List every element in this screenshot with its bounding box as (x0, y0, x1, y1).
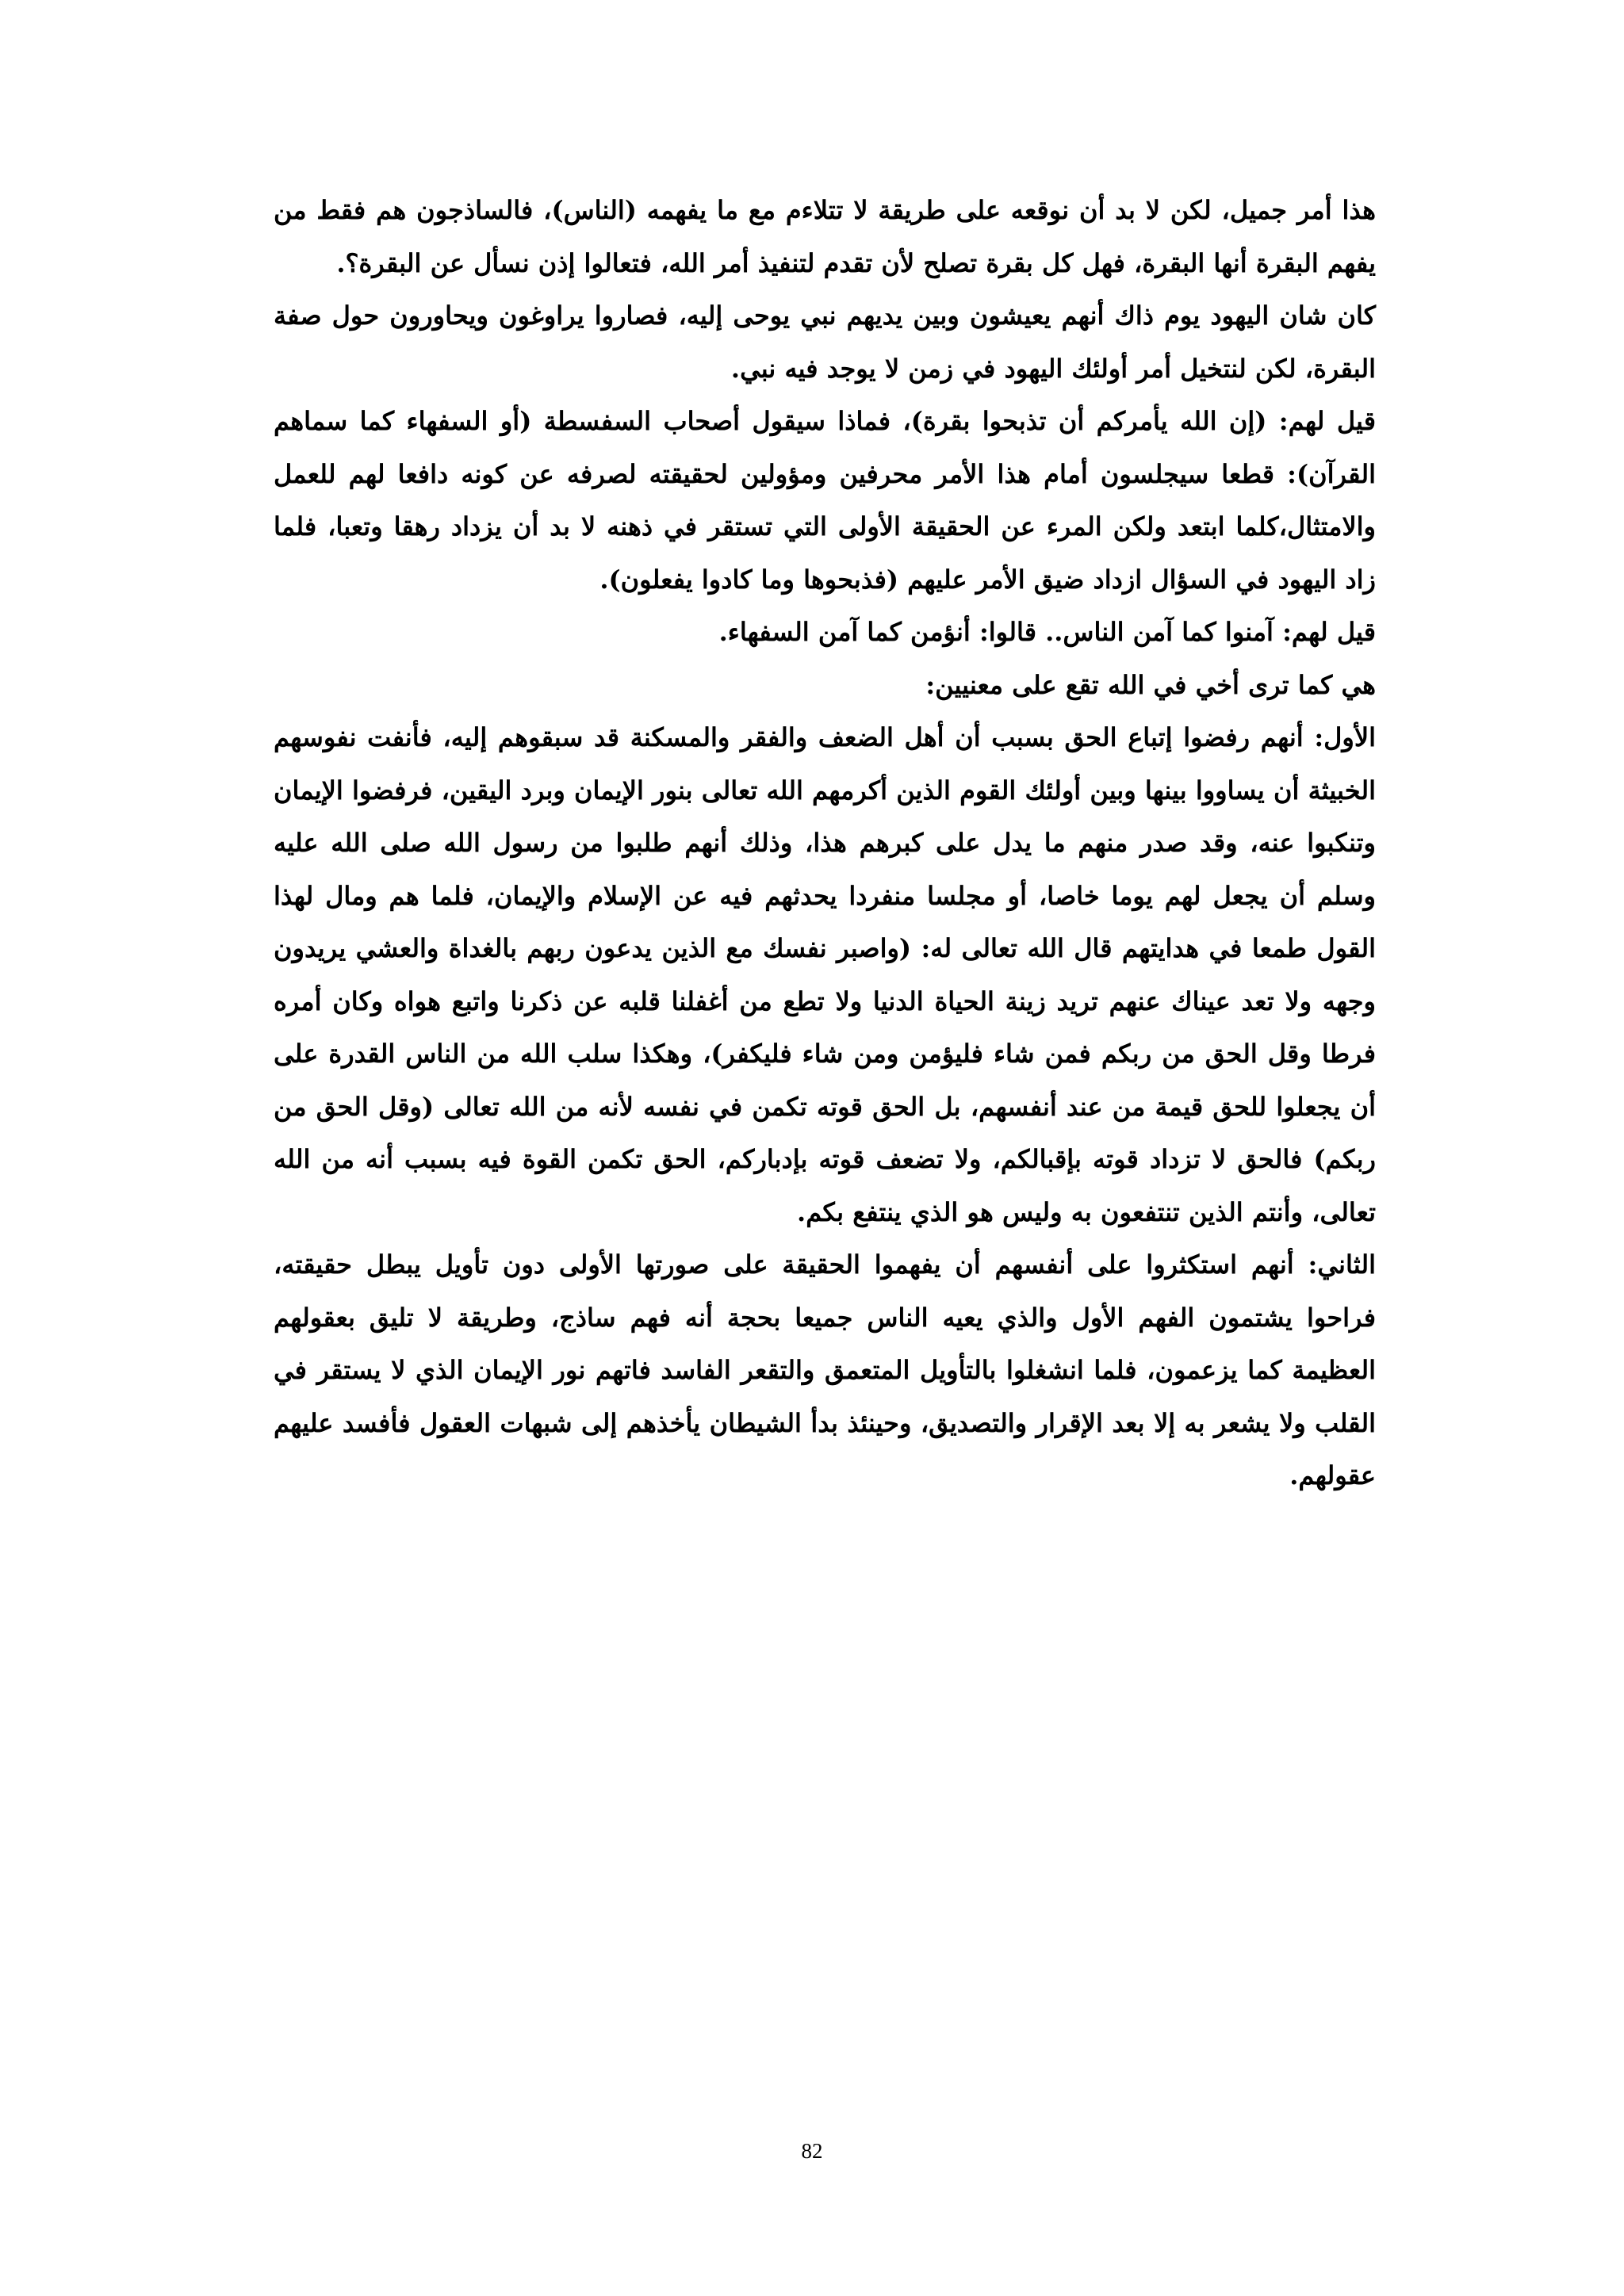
page-number: 82 (801, 2139, 823, 2163)
paragraph-jews-prophet: كان شان اليهود يوم ذاك أنهم يعيشون وبين يديهم نبي يوحى إليه، فصاروا يراوغون ويحاورون حول صفة البقرة، لكن لنتخيل أمر أولئك اليهود في زمن لا يوجد فيه نبي. (274, 300, 1376, 384)
body-text (274, 184, 1376, 1502)
paragraph-slaughter-cow: قيل لهم: (إن الله يأمركم أن تذبحوا بقرة)، فماذا سيقول أصحاب السفسطة (أو السفهاء كما سماهم القرآن): قطعا سيجلسون أمام هذا الأمر محرفين ومؤولين لحقيقته لصرفه عن كونه دافعا لهم للعمل والامتثال،كلما ابتعد ولكن المرء عن الحقيقة الأولى التي تستقر في ذهنه لا بد أن يزداد رهقا وتعبا، فلما زاد اليهود في السؤال ازداد ضيق الأمر عليهم (فذبحوها وما كادوا يفعلون). (274, 406, 1377, 595)
paragraph-first-meaning: الأول: أنهم رفضوا إتباع الحق بسبب أن أهل الضعف والفقر والمسكنة قد سبقوهم إليه، فأنفت نفوسهم الخبيثة أن يساووا بينها وبين أولئك القوم الذين أكرمهم الله تعالى بنور الإيمان وبرد اليقين، فرفضوا الإيمان وتنكبوا عنه، وقد صدر منهم ما يدل على كبرهم هذا، وذلك أنهم طلبوا من رسول الله صلى الله عليه وسلم أن يجعل لهم يوما خاصا، أو مجلسا منفردا يحدثهم فيه عن الإسلام والإيمان، فلما هم ومال لهذا القول طمعا في هدايتهم قال الله تعالى له: (واصبر نفسك مع الذين يدعون ربهم بالغداة والعشي يريدون وجهه ولا تعد عيناك عنهم تريد زينة الحياة الدنيا ولا تطع من أغفلنا قلبه عن ذكرنا واتبع هواه وكان أمره فرطا وقل الحق من ربكم فمن شاء فليؤمن ومن شاء فليكفر)، وهكذا سلب الله من الناس القدرة على أن يجعلوا للحق قيمة من عند أنفسهم، بل الحق قوته تكمن في نفسه لأنه من الله تعالى (وقل الحق من ربكم) فالحق لا تزداد قوته بإقبالكم، ولا تضعف قوته بإدباركم، الحق تكمن القوة فيه بسبب أنه من الله تعالى، وأنتم الذين تنتفعون به وليس هو الذي ينتفع بكم. (274, 722, 1376, 1227)
paragraph-second-meaning: الثاني: أنهم استكثروا على أنفسهم أن يفهموا الحقيقة على صورتها الأولى دون تأويل يبطل حقيقته، فراحوا يشتمون الفهم الأول والذي يعيه الناس جميعا بحجة أنه فهم ساذج، وطريقة لا تليق بعقولهم العظيمة كما يزعمون، فلما انشغلوا بالتأويل المتعمق والتقعر الفاسد فاتهم نور الإيمان الذي لا يستقر في القلب ولا يشعر به إلا بعد الإقرار والتصديق، وحينئذ بدأ الشيطان يأخذهم إلى شبهات العقول فأفسد عليهم عقولهم. (274, 1249, 1376, 1490)
paragraph-believe-as-people: قيل لهم: آمنوا كما آمن الناس.. قالوا: أنؤمن كما آمن السفهاء. (718, 617, 1376, 647)
paragraph-intro: هذا أمر جميل، لكن لا بد أن نوقعه على طريقة لا تتلاءم مع ما يفهمه (الناس)، فالساذجون هم فقط من يفهم البقرة أنها البقرة، فهل كل بقرة تصلح لأن تقدم لتنفيذ أمر الله، فتعالوا إذن نسأل عن البقرة؟. (274, 195, 1376, 278)
paragraph-two-meanings: هي كما ترى أخي في الله تقع على معنيين: (925, 669, 1376, 700)
